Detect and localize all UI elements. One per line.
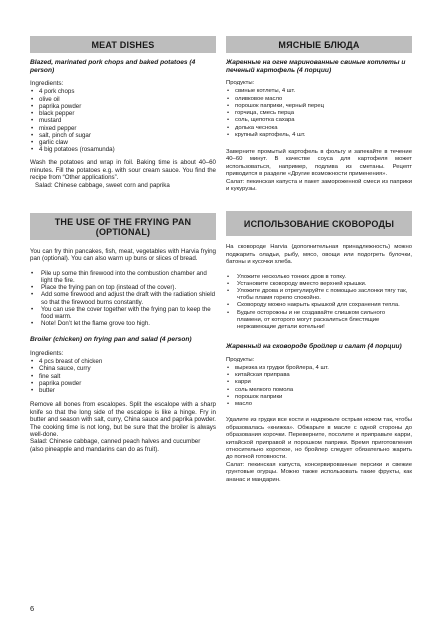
list-item: • China sauce, curry [30,365,216,372]
list-item: • 4 pork chops [30,88,216,95]
meat-dishes-heading: MEAT DISHES [30,36,216,53]
list-item: • paprika powder [30,103,216,110]
list-item: • вырезка из грудки бройлера, 4 шт. [226,365,412,372]
pork-method-text: Wash the potatoes and wrap in foil. Baking time is about 40–60 minutes. Fill the potatoes e.g. with sour cream sauce. You find the recipe from “Other applications”. [30,159,216,182]
broiler-salad-note: (also pineapple and mandarins can do as fruit). [30,445,159,453]
list-item: • salt, pinch of sugar [30,132,216,139]
frying-pan-heading-line2: (OPTIONAL) [95,226,151,237]
ingredients-label-ru: Продукты: [226,356,255,363]
list-item: • You can use the cover together with the frying pan to keep the food warm. [30,306,216,320]
pork-salad-text: Salad: Chinese cabbage, sweet corn and paprika [35,181,170,189]
pork-method-text-ru: Заверните промытый картофель в фольгу и запекайте в течение 40–60 минут. В качестве соуса для картофеля может использоваться, например, подлива из сметаны. Рецепт приводится в разделе «Другие возможности применения». [226,148,412,178]
list-item: • оливковое масло [226,96,412,103]
page-number: 6 [30,604,35,613]
list-item: • garlic claw [30,139,216,146]
list-item: • fine salt [30,373,216,380]
broiler-salad-text: Salad: Chinese cabbage, canned peach halves and cucumber [30,438,201,446]
list-item: • mixed pepper [30,125,216,132]
meat-dishes-heading-ru: МЯСНЫЕ БЛЮДА [226,36,412,53]
ingredients-label: Ingredients: [30,349,64,357]
frying-pan-heading [30,213,216,240]
pork-ingredients-list [30,88,216,153]
pork-salad-text-ru: Салат: пекинская капуста и пакет замороженной смеси из паприки и кукурузы. [226,178,412,192]
list-item: • Add some firewood and adjust the draft with the radiation shield so that the firewood burns constantly. [30,291,216,305]
pork-chops-recipe-title: Blazed, marinated pork chops and baked potatoes (4 person) [30,59,196,74]
frying-pan-intro-ru: На сковороде Harvia (дополнительная принадлежность) можно поджарить оладьи, рыбу, мясо, овощи или подогреть булочки, батоны и кусочки хлеба. [226,244,412,266]
list-item: • Уложите дрова и отрегулируйте с помощью заслонки тягу так, чтобы пламя горело спокойно. [226,288,412,302]
list-item: • Установите сковороду вместо верхней крышки. [226,281,412,288]
broiler-salad-text-ru: Салат: пекинская капуста, консервированные персики и свежие грунтовые огурцы. Можно также использовать такие фрукты, как ананас и мандарин. [226,461,412,483]
list-item: • Note! Don’t let the flame grove too high. [30,320,216,327]
list-item: • Pile up some thin firewood into the combustion chamber and light the fire. [30,270,216,284]
list-item: • olive oil [30,96,216,103]
english-column [30,36,216,453]
ingredients-label-ru: Продукты: [226,80,255,87]
list-item: • карри [226,379,412,386]
frying-pan-heading-ru: ИСПОЛЬЗОВАНИЕ СКОВОРОДЫ [226,211,412,236]
list-item: • порошок паприки, черный перец [226,103,412,110]
list-item: • 4 big potatoes (rosamunda) [30,146,216,153]
list-item: • Уложите несколько тонких дров в топку. [226,274,412,281]
list-item: • соль мелкого помола [226,387,412,394]
frying-pan-intro: You can fry thin pancakes, fish, meat, vegetables with Harvia frying pan (optional). You can also warm up buns or slices of bread. [30,247,216,263]
list-item: • соль, щепотка сахара [226,117,412,124]
frying-pan-steps-ru [226,274,412,332]
broiler-ingredients-list [30,358,216,394]
list-item: • mustard [30,117,216,124]
ingredients-label: Ingredients: [30,80,64,88]
list-item: • порошок паприки [226,394,412,401]
list-item: • Сковороду можно накрыть крышкой для сохранения тепла. [226,302,412,309]
list-item: • butter [30,387,216,394]
list-item: • долька чеснока [226,125,412,132]
list-item: • Place the frying pan on top (instead of the cover). [30,284,216,291]
russian-column [226,36,412,484]
list-item: • Будьте осторожны и не создавайте слишком сильного пламени, от которого могут раскалиться блестящие нержавеющие детали котельни! [226,310,412,332]
list-item: • paprika powder [30,380,216,387]
broiler-method-text: Remove all bones from escalopes. Split the escalope with a sharp knife so that the long side of the escalope is like a hinge. Fry in butter and season with salt, curry, China sauce and paprika powder. The cooking time is not long, but be sure that the broiler is always well-done. [30,401,216,438]
list-item: • black pepper [30,110,216,117]
pork-ingredients-list-ru [226,88,412,138]
list-item: • свиные котлеты, 4 шт. [226,88,412,95]
broiler-ingredients-list-ru [226,365,412,408]
broiler-recipe-title-ru: Жаренный на сковороде бройлер и салат (4 порции) [226,343,402,351]
frying-pan-steps [30,270,216,328]
list-item: • крупный картофель, 4 шт. [226,132,412,139]
broiler-method-text-ru: Удалите из грудки все кости и надрежьте острым ножом так, чтобы образовалась «книжка». Обжарьте в масле с одной стороны до образования корочки. Переверните, посолите и приправьте карри, китайской приправой и порошком паприки. Время приготовления относительно короткое, но бройлер следует обязательно жарить до полной готовности. [226,417,412,461]
list-item: • масло [226,401,412,408]
frying-pan-heading-line1: THE USE OF THE FRYING PAN [54,216,192,227]
list-item: • 4 pcs breast of chicken [30,358,216,365]
list-item: • горчица, смесь перца [226,110,412,117]
broiler-recipe-title: Broiler (chicken) on frying pan and salad (4 person) [30,336,192,344]
pork-chops-recipe-title-ru: Жаренные на огне маринованные свиные котлеты и печеный картофель (4 порции) [226,59,406,74]
list-item: • китайская приправа [226,372,412,379]
